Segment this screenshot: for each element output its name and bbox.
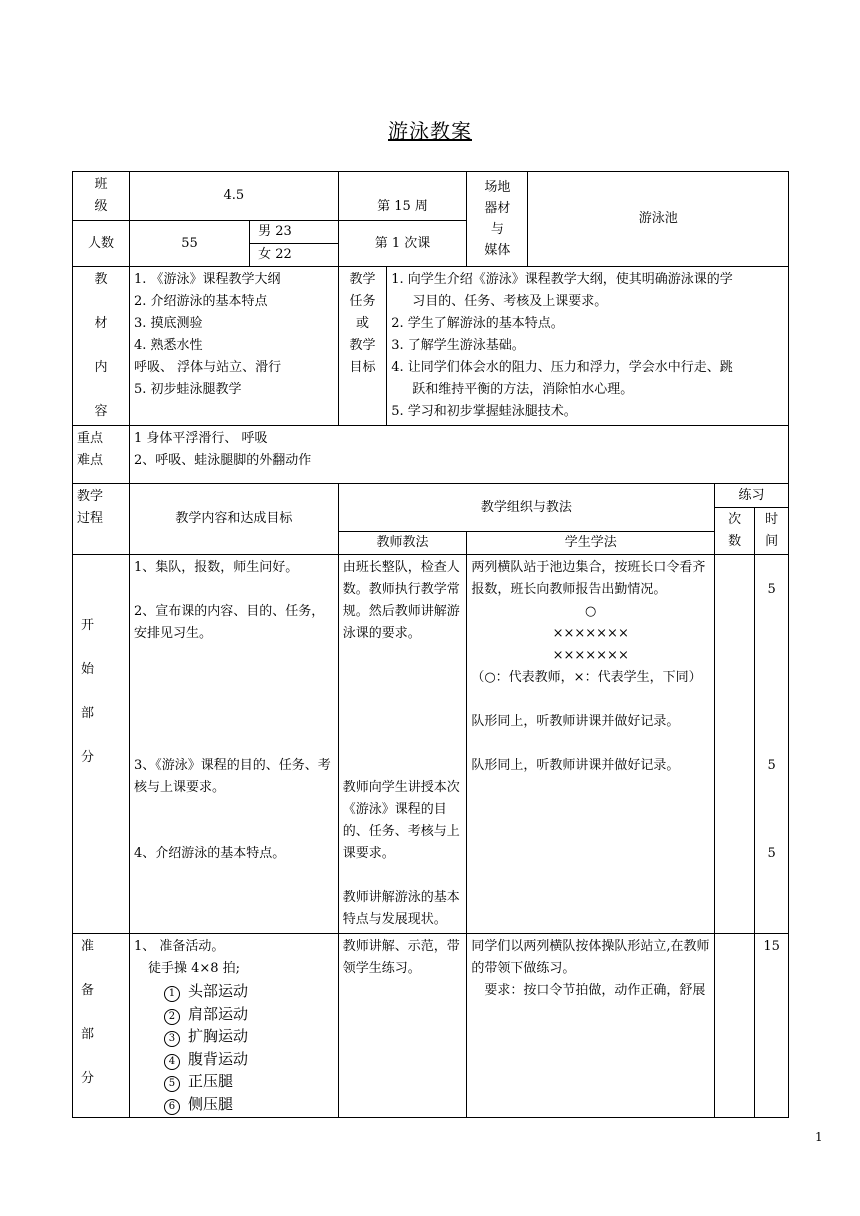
- content-header: 教学内容和达成目标: [129, 484, 338, 555]
- page-title: 游泳教案: [388, 119, 472, 143]
- start-content-1: 1、集队，报数，师生问好。: [133, 560, 299, 575]
- start-student: [467, 555, 715, 934]
- prep-student: [467, 934, 715, 1118]
- materials-label-4: 容: [94, 404, 108, 419]
- venue-label: 场地 器材 与 媒体: [467, 172, 528, 267]
- prep-label-3: 部: [81, 1027, 95, 1042]
- materials-item: 5. 初步蛙泳腿教学: [133, 382, 242, 397]
- prep-label-1: 准: [81, 939, 95, 954]
- prep-label-2: 备: [81, 983, 95, 998]
- start-teacher-3: 教师向学生讲授本次《游泳》课程的目的、任务、考核与上课要求。: [342, 780, 460, 861]
- formation-note: （○：代表教师，×：代表学生，下同）: [471, 670, 702, 685]
- start-teacher-4: 教师讲解游泳的基本特点与发展现状。: [342, 890, 460, 927]
- goals-label: [338, 267, 387, 426]
- move-name: 肩部运动: [187, 1004, 248, 1023]
- move-number: 6: [164, 1099, 180, 1115]
- materials-item: 呼吸、 浮体与站立、滑行: [133, 360, 282, 375]
- times-header: 次 数: [715, 508, 755, 555]
- moves-list: [134, 980, 334, 1115]
- start-label-3: 部: [81, 706, 95, 721]
- teacher-marker: ○: [585, 604, 597, 619]
- duration-value: 15: [763, 939, 780, 954]
- people-total: 55: [129, 221, 249, 267]
- move-item: [164, 1025, 334, 1048]
- focus-content: [129, 426, 788, 484]
- move-number: 4: [164, 1054, 180, 1070]
- start-student-3: 队形同上，听教师讲课并做好记录。: [471, 714, 680, 729]
- prep-duration: [755, 934, 789, 1118]
- start-section-label: [73, 555, 130, 934]
- goals-label-4: 教学: [349, 338, 376, 353]
- week-cell: 第 15 周: [338, 172, 467, 221]
- start-label-2: 始: [81, 662, 95, 677]
- duration-value: 5: [767, 758, 776, 773]
- prep-student-1b: 要求：按口令节拍做，动作正确，舒展: [484, 983, 706, 998]
- focus-label-2: 难点: [77, 453, 104, 468]
- people-label: 人数: [73, 221, 130, 267]
- goals-label-5: 目标: [349, 360, 376, 375]
- materials-label-2: 材: [94, 316, 108, 331]
- goal-line: 跃和维持平衡的方法，消除怕水心理。: [412, 382, 634, 397]
- move-name: 扩胸运动: [187, 1027, 248, 1045]
- female-count: 女 22: [258, 247, 292, 262]
- start-student-1: 两列横队站于池边集合，按班长口令看齐报数，班长向教师报告出勤情况。: [471, 560, 706, 597]
- materials-label-1: 教: [94, 272, 108, 287]
- materials-item: 1. 《游泳》课程教学大纲: [133, 272, 281, 287]
- goal-line: 4. 让同学们体会水的阻力、压力和浮力，学会水中行走、跳: [391, 360, 733, 375]
- venue-value: 游泳池: [528, 172, 789, 267]
- male-count: 男 23: [250, 221, 338, 244]
- goal-line: 习目的、任务、考核及上课要求。: [412, 294, 608, 309]
- start-content-2: 2、宣布课的内容、目的、任务，安排见习生。: [133, 604, 325, 641]
- start-times: [715, 555, 755, 934]
- org-header: 教学组织与教法: [338, 484, 714, 532]
- start-durations: [755, 555, 789, 934]
- lesson-number: 第 1 次课: [338, 221, 467, 267]
- prep-section-label: [73, 934, 130, 1118]
- move-name: 头部运动: [187, 982, 248, 1000]
- start-label-4: 分: [81, 750, 95, 765]
- teacher-method-header: 教师教法: [338, 532, 467, 555]
- class-value: 4.5: [129, 172, 338, 221]
- materials-item: 2. 介绍游泳的基本特点: [133, 294, 268, 309]
- start-content-3: 3、《游泳》课程的目的、任务、考核与上课要求。: [133, 758, 331, 795]
- goal-line: 3. 了解学生游泳基础。: [391, 338, 525, 353]
- duration-value: 5: [767, 582, 776, 597]
- move-number: 2: [164, 1009, 180, 1025]
- move-name: 腹背运动: [187, 1049, 248, 1068]
- prep-label-4: 分: [81, 1071, 95, 1086]
- goal-line: 2. 学生了解游泳的基本特点。: [391, 316, 564, 331]
- student-method-header: 学生学法: [467, 532, 715, 555]
- process-label: 教学 过程: [73, 484, 130, 555]
- move-name: 正压腿: [187, 1072, 233, 1090]
- goals-label-3: 或: [355, 316, 369, 331]
- move-item: [164, 1070, 334, 1093]
- prep-content-1: 1、 准备活动。: [133, 939, 225, 954]
- start-content: [129, 555, 338, 934]
- duration-header: 时 间: [755, 508, 789, 555]
- prep-student-1: 同学们以两列横队按体操队形站立,在教师的带领下做练习。: [471, 939, 710, 976]
- move-number: 5: [164, 1076, 180, 1092]
- focus-label-1: 重点: [77, 431, 104, 446]
- goals-label-1: 教学: [349, 272, 376, 287]
- gender-cell: [250, 221, 339, 267]
- formation-row: ×××××××: [552, 648, 629, 663]
- move-item: [164, 1048, 334, 1071]
- move-number: 1: [164, 986, 180, 1002]
- goals-label-2: 任务: [349, 294, 376, 309]
- focus-line: 2、呼吸、蛙泳腿脚的外翻动作: [133, 453, 312, 468]
- goal-line: 5. 学习和初步掌握蛙泳腿技术。: [391, 404, 577, 419]
- goals-list: [387, 267, 789, 426]
- prep-teacher-1: 教师讲解、示范，带领学生练习。: [342, 939, 460, 976]
- practice-header: 练习: [715, 484, 789, 508]
- focus-label: [73, 426, 130, 484]
- materials-item: 4. 熟悉水性: [133, 338, 203, 353]
- move-number: 3: [164, 1031, 180, 1047]
- start-content-4: 4、介绍游泳的基本特点。: [133, 846, 286, 861]
- duration-value: 5: [767, 846, 776, 861]
- start-teacher-1: 由班长整队，检查人数。教师执行教学常规。然后教师讲解游泳课的要求。: [342, 560, 460, 641]
- start-teacher: [338, 555, 467, 934]
- move-name: 侧压腿: [187, 1094, 233, 1113]
- materials-list: [129, 267, 338, 426]
- materials-label: [73, 267, 130, 426]
- lesson-plan-table: [72, 171, 789, 1118]
- prep-content-1b: 徒手操 4×8 拍;: [147, 961, 241, 976]
- prep-content: [129, 934, 338, 1118]
- prep-times: [715, 934, 755, 1118]
- move-item: [164, 1093, 334, 1116]
- start-student-4: 队形同上，听教师讲课并做好记录。: [471, 758, 680, 773]
- focus-line: 1 身体平浮滑行、 呼吸: [133, 431, 268, 446]
- start-label-1: 开: [81, 618, 95, 633]
- move-item: [164, 1003, 334, 1026]
- goal-line: 1. 向学生介绍《游泳》课程教学大纲，使其明确游泳课的学: [391, 272, 733, 287]
- move-item: [164, 980, 334, 1003]
- materials-label-3: 内: [94, 360, 108, 375]
- page-number: 1: [815, 1130, 823, 1144]
- prep-teacher: [338, 934, 467, 1118]
- materials-item: 3. 摸底测验: [133, 316, 203, 331]
- formation-row: ×××××××: [552, 626, 629, 641]
- class-label: 班 级: [73, 172, 130, 221]
